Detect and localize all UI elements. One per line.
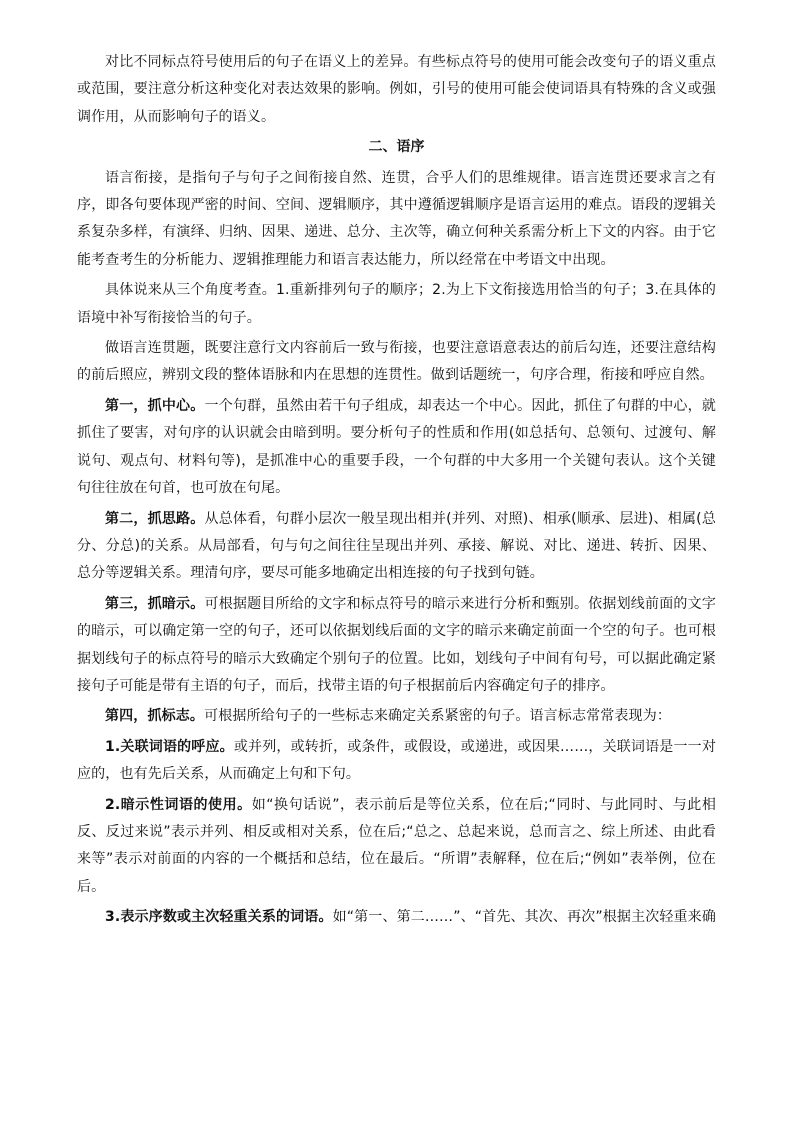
paragraph-grasp-thinking xyxy=(77,506,716,588)
paragraph-lead: 2.暗示性词语的使用。 xyxy=(105,796,252,813)
paragraph-punctuation-semantics xyxy=(77,49,716,131)
paragraph-lead: 3.表示序数或主次轻重关系的词语。 xyxy=(105,909,333,926)
paragraph-hint-words xyxy=(77,792,716,902)
paragraph-body: 如“第一、第二……”、“首先、其次、再次”根据主次轻重来确 xyxy=(332,909,716,926)
paragraph-coherence-method xyxy=(77,335,716,390)
paragraph-body: 语言衔接，是指句子与句子之间衔接自然、连贯，合乎人们的思维规律。语言连贯还要求言之有序，即各句要体现严密的时间、空间、逻辑顺序，其中遵循逻辑顺序是语言运用的难点。语段的逻辑关系复杂多样，有演绎、归纳、因果、递进、总分、主次等，确立何种关系需分析上下文的内容。由于它能考查考生的分析能力、逻辑推理能力和语言表达能力，所以经常在中考语文中出现。 xyxy=(77,169,716,268)
paragraph-correlative-words xyxy=(77,734,716,789)
section-heading-word-order: 二、语序 xyxy=(368,139,425,156)
paragraph-body: 可根据所给句子的一些标志来确定关系紧密的句子。语言标志常常表现为： xyxy=(204,708,672,725)
paragraph-body: 对比不同标点符号使用后的句子在语义上的差异。有些标点符号的使用可能会改变句子的语义重点或范围，要注意分析这种变化对表达效果的影响。例如，引号的使用可能会使词语具有特殊的含义或强调作用，从而影响句子的语义。 xyxy=(77,54,716,125)
paragraph-grasp-hints xyxy=(77,591,716,701)
paragraph-lead: 第二，抓思路。 xyxy=(105,510,205,527)
paragraph-body: 一个句群，虽然由若干句子组成，却表达一个中心。因此，抓住了句群的中心，就抓住了要害，对句序的认识就会由暗到明。要分析句子的性质和作用(如总括句、总领句、过渡句、解说句、观点句、材料句等)，是抓准中心的重要手段，一个句群的中大多用一个关键句表认。这个关键句往往放在句首，也可放在句尾。 xyxy=(77,397,716,497)
paragraph-language-cohesion xyxy=(77,165,716,275)
paragraph-body: 具体说来从三个角度考查。1.重新排列句子的顺序；2.为上下文衔接选用恰当的句子；3.在具体的语境中补写衔接恰当的句子。 xyxy=(77,282,716,326)
paragraph-lead: 1.关联词语的呼应。 xyxy=(105,738,234,755)
paragraph-body: 做语言连贯题，既要注意行文内容前后一致与衔接，也要注意语意表达的前后勾连，还要注意结构的前后照应，辨别文段的整体语脉和内在思想的连贯性。做到话题统一，句序合理，衔接和呼应自然。 xyxy=(77,340,716,384)
paragraph-body: 可根据题目所给的文字和标点符号的暗示来进行分析和甄别。依据划线前面的文字的暗示，可以确定第一空的句子，还可以依据划线后面的文字的暗示来确定前面一个空的句子。也可根据划线句子的标点符号的暗示大致确定个别句子的位置。比如，划线句子中间有句号，可以据此确定紧接句子可能是带有主语的句子，而后，找带主语的句子根据前后内容确定句子的排序。 xyxy=(77,595,716,694)
paragraph-body: 从总体看，句群小层次一般呈现出相并(并列、对照)、相承(顺承、层进)、相属(总分、分总)的关系。从局部看，句与句之间往往呈现出并列、承接、解说、对比、递进、转折、因果、总分等逻辑关系。理清句序，要尽可能多地确定出相连接的句子找到句链。 xyxy=(77,510,716,582)
paragraph-ordinal-words xyxy=(77,904,716,931)
paragraph-grasp-center xyxy=(77,393,716,503)
paragraph-three-angles xyxy=(77,277,716,332)
paragraph-body: 或并列，或转折，或条件，或假设，或递进，或因果……，关联词语是一一对应的，也有先后关系，从而确定上句和下句。 xyxy=(77,738,716,783)
paragraph-grasp-markers xyxy=(77,703,716,730)
paragraph-lead: 第四，抓标志。 xyxy=(105,708,205,725)
paragraph-lead: 第三，抓暗示。 xyxy=(105,595,205,612)
paragraph-lead: 第一，抓中心。 xyxy=(105,397,205,414)
paragraph-body: 如“换句话说”，表示前后是等位关系，位在后;“同时、与此同时、与此相反、反过来说”表示并列、相反或相对关系，位在后;“总之、总起来说，总而言之、综上所述、由此看来等”表示对前面的内容的一个概括和总结，位在最后。“所谓”表解释，位在后;“例如”表举例，位在后。 xyxy=(77,796,716,895)
